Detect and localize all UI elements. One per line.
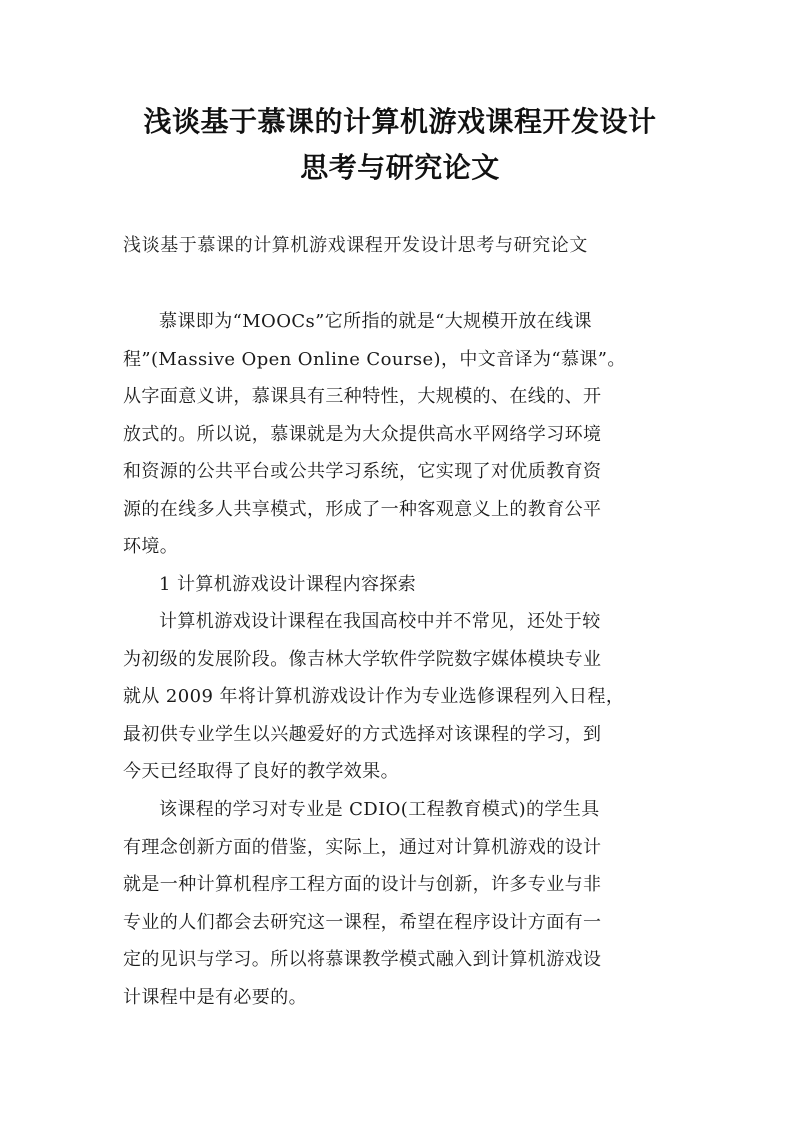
paragraph-2-line: 计算机游戏设计课程在我国高校中并不常见，还处于较 xyxy=(159,611,601,632)
paragraph-3-line: 该课程的学习对专业是 CDIO(工程教育模式)的学生具 xyxy=(159,799,600,820)
paragraph-2-line: 今天已经取得了良好的教学效果。 xyxy=(123,761,399,782)
paragraph-1-line: 和资源的公共平台或公共学习系统，它实现了对优质教育资 xyxy=(123,461,602,482)
section-heading-text: 1 计算机游戏设计课程内容探索 xyxy=(159,574,417,595)
paragraph-1-line: 环境。 xyxy=(123,536,179,557)
paragraph-3-line: 有理念创新方面的借鉴，实际上，通过对计算机游戏的设计 xyxy=(123,836,602,858)
paragraph-3-line: 计课程中是有必要的。 xyxy=(123,986,307,1008)
paragraph-1-line: 从字面意义讲，慕课具有三种特性，大规模的、在线的、开 xyxy=(123,386,602,407)
paragraph-2 xyxy=(123,603,683,791)
paragraph-3-line: 就是一种计算机程序工程方面的设计与创新，许多专业与非 xyxy=(123,874,602,895)
paragraph-3-line: 专业的人们都会去研究这一课程，希望在程序设计方面有一 xyxy=(123,911,602,933)
document-title-line-1: 浅谈基于慕课的计算机游戏课程开发设计 xyxy=(143,105,657,138)
paragraph-3 xyxy=(123,791,683,1016)
paragraph-1-line: 放式的。所以说，慕课就是为大众提供高水平网络学习环境 xyxy=(123,423,602,445)
paragraph-1 xyxy=(123,303,683,566)
paragraph-2-line: 最初供专业学生以兴趣爱好的方式选择对该课程的学习，到 xyxy=(123,723,602,745)
paragraph-1-line: 慕课即为“MOOCs”它所指的就是“大规模开放在线课 xyxy=(159,311,592,332)
document-title-line-2: 思考与研究论文 xyxy=(300,151,500,184)
paragraph-2-line: 就从 2009 年将计算机游戏设计作为专业选修课程列入日程， xyxy=(123,686,625,707)
section-heading-1 xyxy=(123,566,683,604)
paragraph-1-line: 程”(Massive Open Online Course)，中文音译为“慕课”。 xyxy=(123,348,626,370)
paragraph-3-line: 定的见识与学习。所以将慕课教学模式融入到计算机游戏设 xyxy=(123,949,602,970)
paragraph-2-line: 为初级的发展阶段。像吉林大学软件学院数字媒体模块专业 xyxy=(123,648,602,670)
document-subtitle: 浅谈基于慕课的计算机游戏课程开发设计思考与研究论文 xyxy=(123,235,588,256)
paragraph-1-line: 源的在线多人共享模式，形成了一种客观意义上的教育公平 xyxy=(123,498,602,520)
